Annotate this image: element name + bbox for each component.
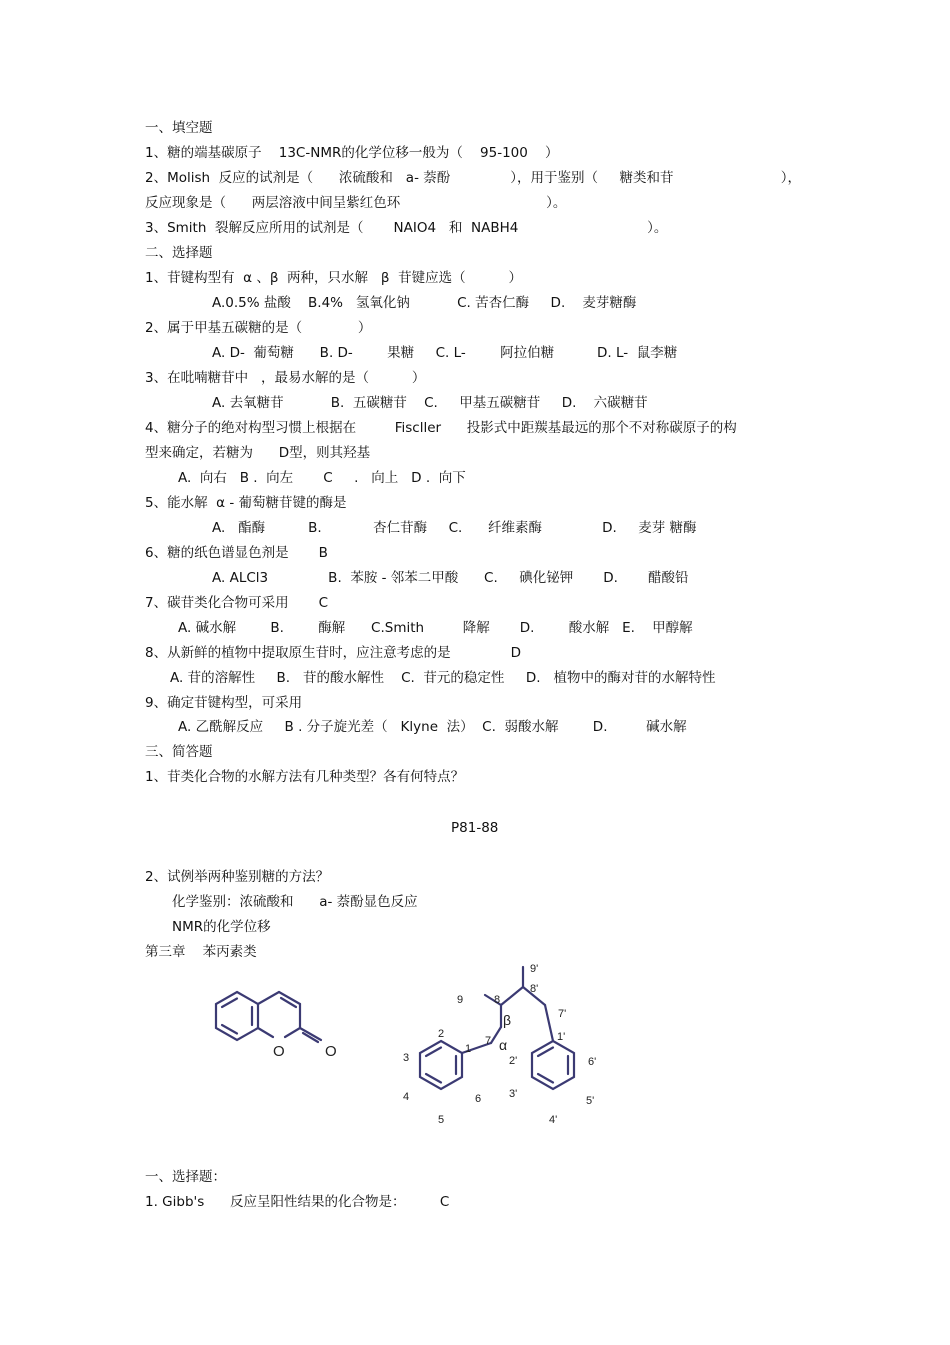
question-line: 3、在吡喃糖苷中 ，最易水解的是（ ）: [145, 370, 426, 386]
question-line: 9、确定苷键构型，可采用: [145, 695, 303, 711]
beta-label: β: [503, 1012, 512, 1028]
atom-number-8: 8: [494, 994, 501, 1006]
option-line: A. 苷的溶解性 B. 苷的酸水解性 C. 苷元的稳定性 D. 植物中的酶对苷的水解特性: [170, 670, 716, 686]
option-line: A.0.5% 盐酸 B.4% 氢氧化钠 C. 苦杏仁酶 D. 麦芽糖酶: [212, 295, 637, 311]
atom-number-7prime: 7': [558, 1008, 567, 1020]
atom-number-6prime: 6': [588, 1056, 597, 1068]
option-line: A. 碱水解 B. 酶解 C.Smith 降解 D. 酸水解 E. 甲醇解: [178, 620, 693, 636]
question-line: 反应现象是（ 两层溶液中间呈紫红色环 ）。: [145, 195, 567, 211]
atom-number-1prime: 1': [557, 1031, 566, 1043]
ring-oxygen-label: O: [273, 1043, 285, 1060]
coumarin-structure: [185, 975, 350, 1070]
atom-number-6: 6: [475, 1093, 482, 1105]
question-line: 5、能水解 α - 葡萄糖苷键的酶是: [145, 495, 347, 511]
question-line: 7、碳苷类化合物可采用 C: [145, 595, 329, 611]
atom-number-7: 7: [485, 1035, 492, 1047]
atom-number-2: 2: [438, 1028, 445, 1040]
atom-number-1: 1: [465, 1043, 472, 1055]
question-line: 1、苷键构型有 α 、β 两种，只水解 β 苷键应选（ ）: [145, 270, 523, 286]
question-line: 2、属于甲基五碳糖的是（ ）: [145, 320, 372, 336]
question-line: 型来确定，若糖为 D型，则其羟基: [145, 445, 371, 461]
option-line: A. ALCl3 B. 苯胺 - 邻苯二甲酸 C. 碘化铋钾 D. 醋酸铅: [212, 570, 689, 586]
question-line: 1. Gibb's 反应呈阳性结果的化合物是： C: [145, 1194, 450, 1210]
section-heading-fill-blank: 一、填空题: [145, 120, 213, 136]
atom-number-5prime: 5': [586, 1095, 595, 1107]
page-reference: P81-88: [451, 820, 499, 836]
atom-number-4prime: 4': [549, 1114, 558, 1126]
atom-number-2prime: 2': [509, 1055, 518, 1067]
atom-number-3prime: 3': [509, 1088, 518, 1100]
carbonyl-oxygen-label: O: [325, 1043, 337, 1060]
question-line: 1、糖的端基碳原子 13C-NMR的化学位移一般为（ 95-100 ）: [145, 145, 559, 161]
question-line: 3、Smith 裂解反应所用的试剂是（ NAIO4 和 NABH4 ）。: [145, 220, 668, 236]
atom-number-4: 4: [403, 1091, 410, 1103]
chapter-heading: 第三章 苯丙素类: [145, 944, 257, 960]
question-line: 1、苷类化合物的水解方法有几种类型？各有何特点？: [145, 769, 465, 785]
answer-line: 化学鉴别：浓硫酸和 a- 萘酚显色反应: [172, 894, 418, 910]
lignan-structure: [395, 955, 625, 1135]
atom-number-9: 9: [457, 994, 464, 1006]
question-line: 4、糖分子的绝对构型习惯上根据在 Fiscller 投影式中距羰基最远的那个不对称碳原子的构: [145, 420, 737, 436]
section-heading-choice-2: 一、选择题：: [145, 1169, 226, 1185]
section-heading-choice: 二、选择题: [145, 245, 213, 261]
answer-line: NMR的化学位移: [172, 919, 271, 935]
atom-number-3: 3: [403, 1052, 410, 1064]
atom-number-5: 5: [438, 1114, 445, 1126]
question-line: 2、试例举两种鉴别糖的方法？: [145, 869, 330, 885]
option-line: A. 乙酰解反应 B . 分子旋光差（ Klyne 法） C. 弱酸水解 D. 碱水解: [178, 719, 687, 735]
section-heading-short-answer: 三、简答题: [145, 744, 213, 760]
atom-number-8prime: 8': [530, 983, 539, 995]
atom-number-9prime: 9': [530, 963, 539, 975]
alpha-label: α: [499, 1037, 508, 1053]
question-line: 6、糖的纸色谱显色剂是 B: [145, 545, 328, 561]
option-line: A. 酯酶 B. 杏仁苷酶 C. 纤维素酶 D. 麦芽 糖酶: [212, 520, 697, 536]
question-line: 2、Molish 反应的试剂是（ 浓硫酸和 a- 萘酚 ），用于鉴别（ 糖类和苷 ），: [145, 170, 802, 186]
option-line: A. 去氧糖苷 B. 五碳糖苷 C. 甲基五碳糖苷 D. 六碳糖苷: [212, 395, 648, 411]
question-line: 8、从新鲜的植物中提取原生苷时，应注意考虑的是 D: [145, 645, 522, 661]
option-line: A. D- 葡萄糖 B. D- 果糖 C. L- 阿拉伯糖 D. L- 鼠李糖: [212, 345, 678, 361]
option-line: A. 向右 B . 向左 C . 向上 D . 向下: [178, 470, 466, 486]
